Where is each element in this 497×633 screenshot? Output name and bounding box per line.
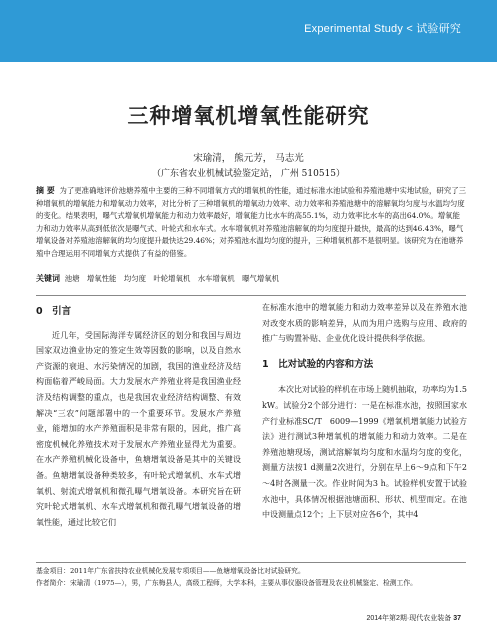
- page-footer: [366, 613, 461, 623]
- article-title: 三种增氧机增氧性能研究: [127, 104, 370, 128]
- abstract: [36, 185, 466, 260]
- page-footer-text: 2014年第2期·现代农业装备: [366, 615, 452, 622]
- left-column: [36, 300, 241, 530]
- footnotes: [36, 565, 466, 589]
- article-authors: 宋瑜清， 熊元芳， 马志光: [193, 153, 304, 164]
- author-bio-footnote: 作者简介：宋瑜清（1975—），男，广东梅县人，高级工程师，大学本科，主要从事仪器设备管理及农业机械鉴定、检测工作。: [36, 579, 417, 587]
- fund-footnote: 基金项目：2011年广东省扶持农业机械化发展专项项目——鱼塘增氧设备比对试验研究。: [36, 567, 305, 575]
- body-paragraph: 在标准水池中的增氧能力和动力效率差异以及在养殖水池对改变水质的影响差异，从而为用户选购与应用、政府的推广与购置补贴、企业优化设计提供科学依据。: [262, 303, 467, 344]
- intro-paragraph: 近几年，受国际海洋专属经济区的划分和我国与周边国家双边渔业协定的签定生效等因数的影响，以及自然水产资源的衰退、水污染情况的加剧，我国的渔业经济及结构面临着严峻局面。大力发展水产养殖业将是我国渔业经济及结构调整的重点，也是我国农业经济结构调整、有效解决“三农”问题部署中的一个重要环节。发展水产养殖业，能增加的水产养殖面积是非常有限的，因此，推广高密度机械化养殖技术对于发展水产养殖业显得尤为重要。在水产养殖机械化设备中，鱼塘增氧设备是其中的关键设备。鱼塘增氧设备种类较多，有叶轮式增氧机、水车式增氧机、射流式增氧机和微孔曝气增氧设备。本研究旨在研究叶轮式增氧机、水车式增氧机和微孔曝气增氧设备的增氧性能，通过比较它们: [36, 330, 241, 527]
- method-heading: 1 比对试验的内容和方法: [262, 358, 374, 370]
- right-column: [262, 300, 467, 523]
- footnote-divider: [36, 562, 466, 563]
- method-paragraph: 本次比对试验的样机在市场上随机抽取，功率均为1.5 kW。试验分2个部分进行：一是在标准水池，按照国家水产行业标准SC/T 6009—1999《增氧机增氧能力试验方法》进行测试3种增氧机的增氧能力和动力效率。二是在养殖池塘现场，测试溶解氧均匀度和水温均匀度的变化，测量方法按1 d测量2次进行，分别在早上6～9点和下午2～4时各测量一次。作业时间为3 h。试验样机安置于试验水池中，具体情况根据池塘面积、形状、机型而定。在池中设测量点12个；上下层对应各6个，其中4: [262, 385, 467, 520]
- page-number: 37: [453, 615, 461, 622]
- intro-heading: 0 引言: [36, 306, 72, 317]
- abstract-text: 为了更准确地评价池塘养殖中主要的三种不同增氧方式的增氧机的性能，通过标准水池试验和养殖池塘中实地试验，研究了三种增氧机的增氧能力和增氧动力效率，对比分析了三种增氧机的增氧动力效率、动力效率和养殖池塘中的溶解氧均匀度与水温均匀度的变化。结果表明，曝气式增氧机增氧能力和动力效率最好，增氧能力比水车的高55.1%，动力效率比水车的高出64.0%。增氧能力和动力效率从高到低依次是曝气式、叶轮式和水车式。水车增氧机对养殖池溶解氧的均匀度提升最快，最高的达到46.43%，曝气增氧设备对养殖池溶解氧的均匀度提升最快达29.46%；对养殖池水温均匀度的提升，三种增氧机都不是很明显。该研究为在池塘养殖中合理运用不同增氧方式提供了有益的借鉴。: [36, 186, 466, 258]
- abstract-label: 摘 要: [36, 186, 55, 195]
- keywords-text: 池塘 增氧性能 均匀度 叶轮增氧机 水车增氧机 曝气增氧机: [64, 274, 280, 283]
- journal-section-label: Experimental Study < 试验研究: [304, 23, 461, 35]
- journal-header-bar: [0, 0, 497, 62]
- article-affiliation: （广东省农业机械试验鉴定站， 广州 510515）: [151, 169, 346, 179]
- abstract-divider: [36, 295, 466, 296]
- keywords-label: 关键词: [36, 274, 60, 283]
- keywords: [36, 273, 466, 284]
